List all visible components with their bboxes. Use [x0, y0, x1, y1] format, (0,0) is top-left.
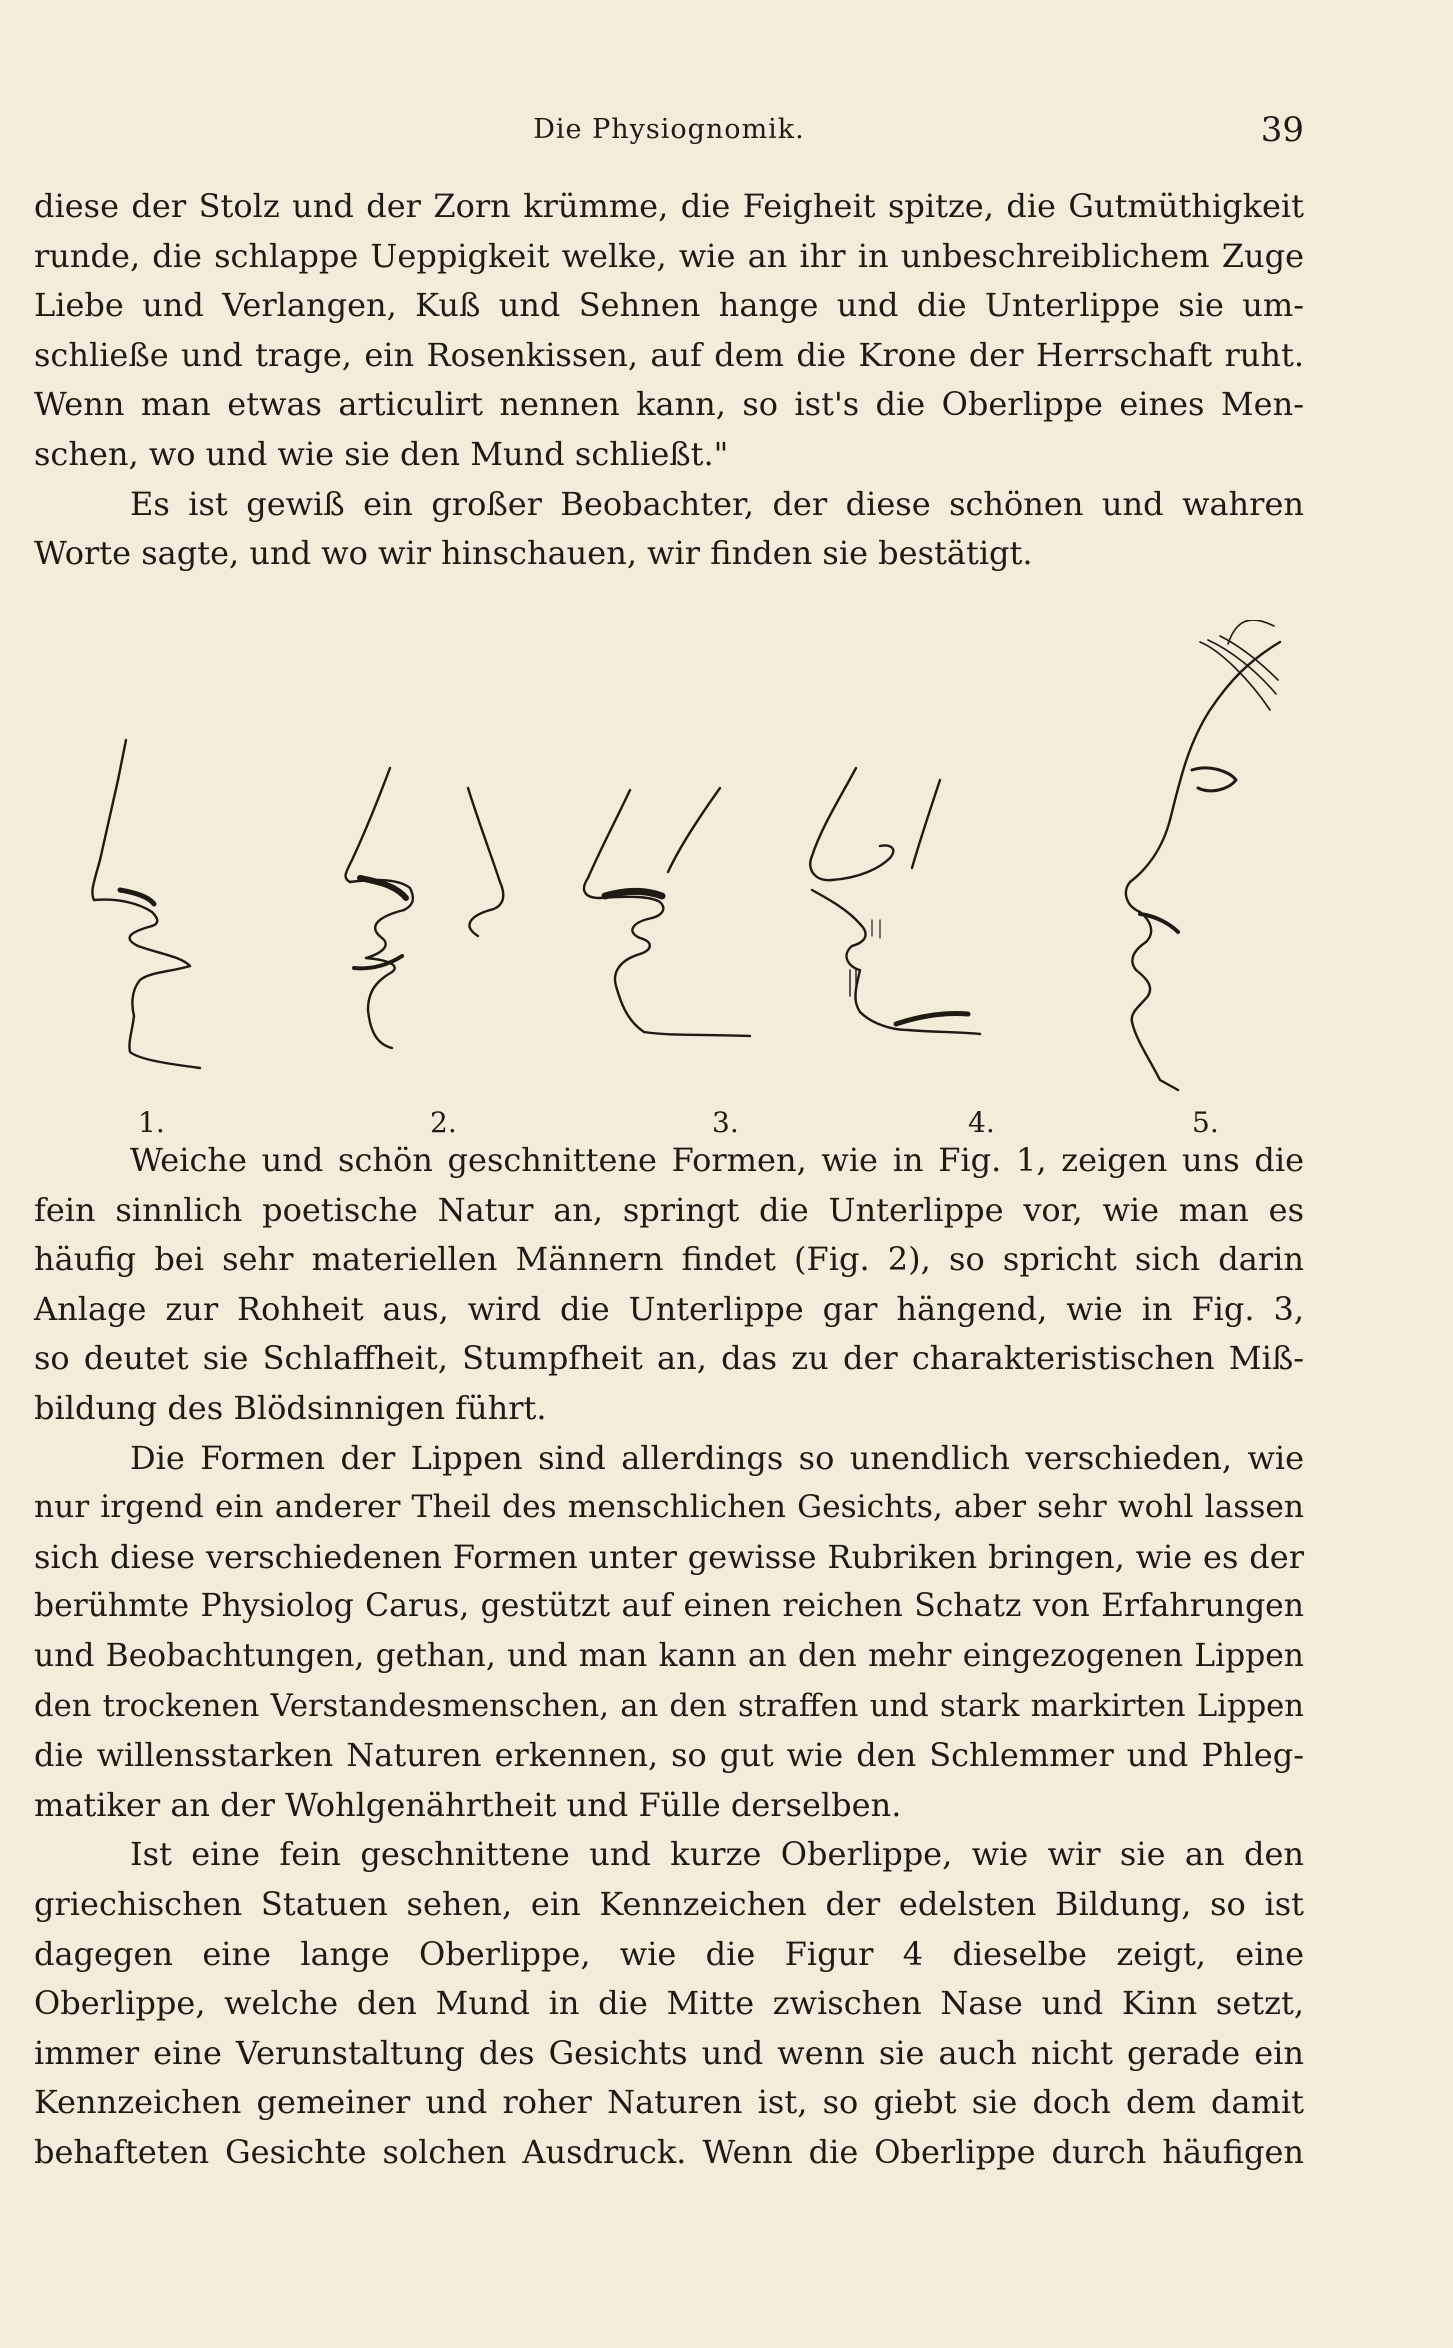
- figure-label-5: 5.: [1192, 1106, 1219, 1139]
- text-line: schließe und trage, ein Rosenkissen, auf dem die Krone der Herrschaft ruht.: [34, 335, 1304, 374]
- profile-figure-5: [1126, 620, 1280, 1090]
- running-title: Die Physiognomik.: [533, 114, 805, 145]
- page-header: [34, 108, 1304, 158]
- text-line: Die Formen der Lippen sind allerdings so unendlich verschieden, wie: [130, 1438, 1304, 1477]
- text-line: griechischen Statuen sehen, ein Kennzeichen der edelsten Bildung, so ist: [34, 1884, 1304, 1923]
- text-line: Wenn man etwas articulirt nennen kann, so ist's die Oberlippe eines Men-: [34, 385, 1304, 424]
- text-line: Worte sagte, und wo wir hinschauen, wir finden sie bestätigt.: [34, 534, 1033, 573]
- figure-label-4: 4.: [968, 1106, 995, 1139]
- text-line: Weiche und schön geschnittene Formen, wie in Fig. 1, zeigen uns die: [130, 1141, 1304, 1179]
- figure-label-2: 2.: [430, 1106, 457, 1139]
- text-line: so deutet sie Schlaffheit, Stumpfheit an, das zu der charakteristischen Miß-: [34, 1339, 1304, 1378]
- figure-label-3: 3.: [712, 1106, 739, 1139]
- text-line: und Beobachtungen, gethan, und man kann an den mehr eingezogenen Lippen: [34, 1637, 1304, 1674]
- page-number: 39: [1260, 110, 1304, 150]
- lip-profile-figures: [60, 620, 1300, 1140]
- text-line: diese der Stolz und der Zorn krümme, die Feigheit spitze, die Gutmüthigkeit: [34, 187, 1304, 225]
- text-line: runde, die schlappe Ueppigkeit welke, wie an ihr in unbeschreiblichem Zuge: [34, 236, 1304, 275]
- profile-figure-1: [92, 740, 200, 1068]
- text-block-top: [34, 182, 1304, 579]
- text-line: fein sinnlich poetische Natur an, springt die Unterlippe vor, wie man es: [34, 1190, 1304, 1229]
- text-line: immer eine Verunstaltung des Gesichts und wenn sie auch nicht gerade ein: [34, 2033, 1304, 2072]
- text-line: die willensstarken Naturen erkennen, so gut wie den Schlemmer und Phleg-: [34, 1736, 1304, 1775]
- text-line: berühmte Physiolog Carus, gestützt auf einen reichen Schatz von Erfahrungen: [34, 1588, 1304, 1625]
- text-line: Anlage zur Rohheit aus, wird die Unterlippe gar hängend, wie in Fig. 3,: [34, 1289, 1304, 1328]
- profile-figure-4: [810, 768, 980, 1034]
- text-line: Es ist gewiß ein großer Beobachter, der diese schönen und wahren: [130, 484, 1304, 523]
- text-line: den trockenen Verstandesmenschen, an den straffen und stark markirten Lippen: [34, 1688, 1304, 1724]
- text-line: häufig bei sehr materiellen Männern findet (Fig. 2), so spricht sich darin: [34, 1240, 1304, 1279]
- text-line: Liebe und Verlangen, Kuß und Sehnen hange und die Unterlippe sie um-: [34, 286, 1304, 325]
- profile-figure-3: [584, 788, 750, 1036]
- text-line: matiker an der Wohlgenährtheit und Fülle derselben.: [34, 1785, 902, 1824]
- text-line: Kennzeichen gemeiner und roher Naturen ist, so giebt sie doch dem damit: [34, 2083, 1304, 2122]
- figure-label-1: 1.: [138, 1106, 165, 1139]
- text-line: dagegen eine lange Oberlippe, wie die Figur 4 dieselbe zeigt, eine: [34, 1934, 1304, 1973]
- text-line: sich diese verschiedenen Formen unter gewisse Rubriken bringen, wie es der: [34, 1537, 1304, 1576]
- text-line: behafteten Gesichte solchen Ausdruck. Wenn die Oberlippe durch häufigen: [34, 2132, 1304, 2171]
- text-line: Ist eine fein geschnittene und kurze Oberlippe, wie wir sie an den: [130, 1835, 1304, 1874]
- text-line: Oberlippe, welche den Mund in die Mitte zwischen Nase und Kinn setzt,: [34, 1984, 1304, 2023]
- text-line: bildung des Blödsinnigen führt.: [34, 1388, 547, 1427]
- profile-drawings: [60, 620, 1300, 1100]
- text-line: schen, wo und wie sie den Mund schließt.": [34, 434, 729, 473]
- text-line: nur irgend ein anderer Theil des menschlichen Gesichts, aber sehr wohl lassen: [34, 1489, 1304, 1526]
- text-block-bottom: [34, 1136, 1304, 2177]
- profile-figure-2: [346, 768, 504, 1048]
